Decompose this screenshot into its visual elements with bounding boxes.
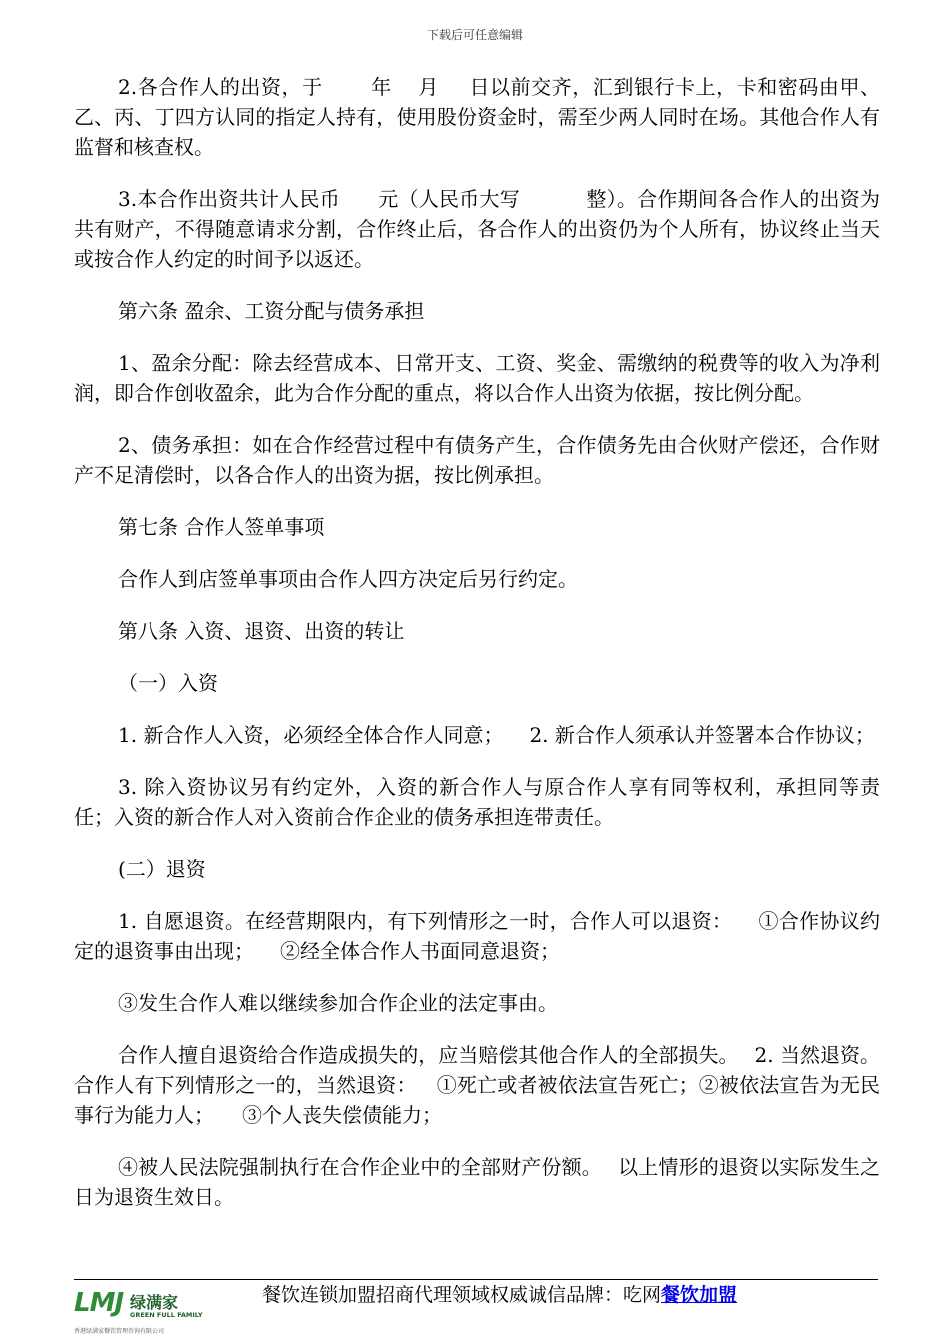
paragraph-debt-liability: 2、债务承担：如在合作经营过程中有债务产生，合作债务先由合伙财产偿还，合作财产不足清偿时，以各合作人的出资为据，按比例承担。 [74, 433, 880, 487]
paragraph-capital-contribution-deadline: 2.各合作人的出资，于 年 月 日以前交齐，汇到银行卡上，卡和密码由甲、乙、丙、丁四方认同的指定人持有，使用股份资金时，需至少两人同时在场。其他合作人有监督和核查权。 [74, 75, 881, 159]
logo-chinese-name: 绿满家 [130, 1293, 179, 1312]
article-7-heading: 第七条 合作人签单事项 [118, 515, 325, 539]
paragraph-voluntary-withdrawal: 1. 自愿退资。在经营期限内，有下列情形之一时，合作人可以退资： ①合作协议约定的退资事由出现； ②经全体合作人书面同意退资； [74, 909, 880, 963]
logo-english-name: GREEN FULL FAMILY [130, 1311, 203, 1319]
footer-link-franchise[interactable]: 餐饮加盟 [661, 1284, 738, 1306]
footer-divider [74, 1279, 878, 1280]
paragraph-court-enforcement: ④被人民法院强制执行在合作企业中的全部财产份额。 以上情形的退资以实际发生之日为退资生效日。 [74, 1155, 881, 1209]
page-header-note: 下载后可任意编辑 [426, 28, 523, 42]
section-capital-withdrawal-heading: (二）退资 [118, 857, 206, 881]
logo-mark: LMJ [74, 1288, 124, 1318]
paragraph-entry-conditions: 1. 新合作人入资，必须经全体合作人同意； 2. 新合作人须承认并签署本合作协议； [118, 723, 875, 747]
paragraph-signing-matters: 合作人到店签单事项由合作人四方决定后另行约定。 [118, 567, 578, 591]
document-body [74, 72, 880, 1234]
article-6-heading: 第六条 盈余、工资分配与债务承担 [118, 299, 425, 323]
article-8-heading: 第八条 入资、退资、出资的转让 [118, 619, 405, 643]
footer-slogan: 餐饮连锁加盟招商代理领域权威诚信品牌：吃网餐饮加盟 [262, 1284, 738, 1306]
paragraph-legal-cause: ③发生合作人难以继续参加合作企业的法定事由。 [118, 991, 558, 1015]
paragraph-entry-rights: 3. 除入资协议另有约定外，入资的新合作人与原合作人享有同等权利，承担同等责任；入资的新合作人对入资前合作企业的债务承担连带责任。 [74, 775, 880, 829]
brand-logo [74, 1286, 224, 1336]
paragraph-capital-total: 3.本合作出资共计人民币 元（人民币大写 整）。合作期间各合作人的出资为共有财产，不得随意请求分割，合作终止后，各合作人的出资仍为个人所有，协议终止当天或按合作人约定的时间予以返还。 [74, 187, 881, 271]
logo-company-name: 香港绿满家餐饮管理咨询有限公司 [74, 1328, 165, 1335]
paragraph-profit-distribution: 1、盈余分配：除去经营成本、日常开支、工资、奖金、需缴纳的税费等的收入为净利润，即合作创收盈余，此为合作分配的重点，将以合作人出资为依据，按比例分配。 [74, 351, 880, 405]
paragraph-automatic-withdrawal: 合作人擅自退资给合作造成损失的，应当赔偿其他合作人的全部损失。 2. 当然退资。合作人有下列情形之一的，当然退资： ①死亡或者被依法宣告死亡；②被依法宣告为无民事行为能力人； ③个人丧失偿债能力； [74, 1043, 881, 1127]
section-capital-entry-heading: （一）入资 [118, 671, 218, 695]
